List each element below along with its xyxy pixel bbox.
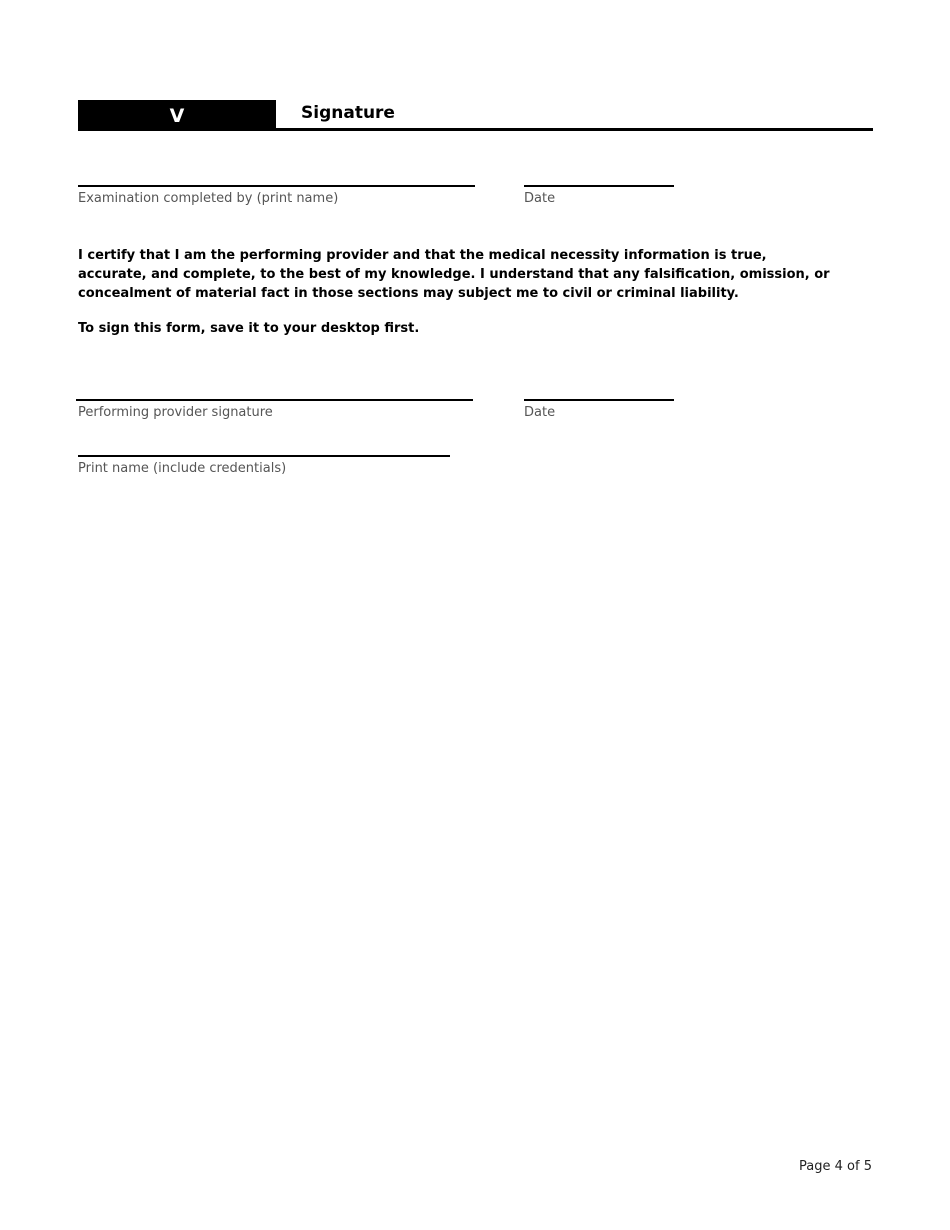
print-name-input[interactable] (78, 436, 450, 454)
provider-signature-input[interactable] (78, 380, 474, 398)
save-instructions: To sign this form, save it to your desktop first. (78, 321, 420, 336)
certification-statement: I certify that I am the performing provider and that the medical necessity information is true, accurate, and complete, to the best of my knowledge. I understand that any falsification, omission, or concealment of material fact in those sections may subject me to civil or criminal liability. (78, 248, 830, 301)
provider-date-line (524, 399, 674, 401)
examiner-name-line (78, 185, 475, 187)
provider-signature-line (76, 399, 473, 401)
provider-date-input[interactable] (524, 380, 674, 398)
examiner-name-input[interactable] (78, 166, 476, 184)
section-title: Signature (301, 103, 395, 123)
provider-signature-label: Performing provider signature (78, 405, 273, 420)
section-divider (78, 128, 873, 131)
provider-date-label: Date (524, 405, 556, 420)
print-name-label: Print name (include credentials) (78, 461, 287, 476)
examiner-date-line (524, 185, 674, 187)
page-number: Page 4 of 5 (799, 1159, 872, 1174)
section-header (78, 100, 873, 131)
print-name-line (78, 455, 450, 457)
examiner-date-label: Date (524, 191, 556, 206)
section-number: V (78, 100, 276, 131)
examiner-name-label: Examination completed by (print name) (78, 191, 339, 206)
examiner-date-input[interactable] (524, 166, 674, 184)
